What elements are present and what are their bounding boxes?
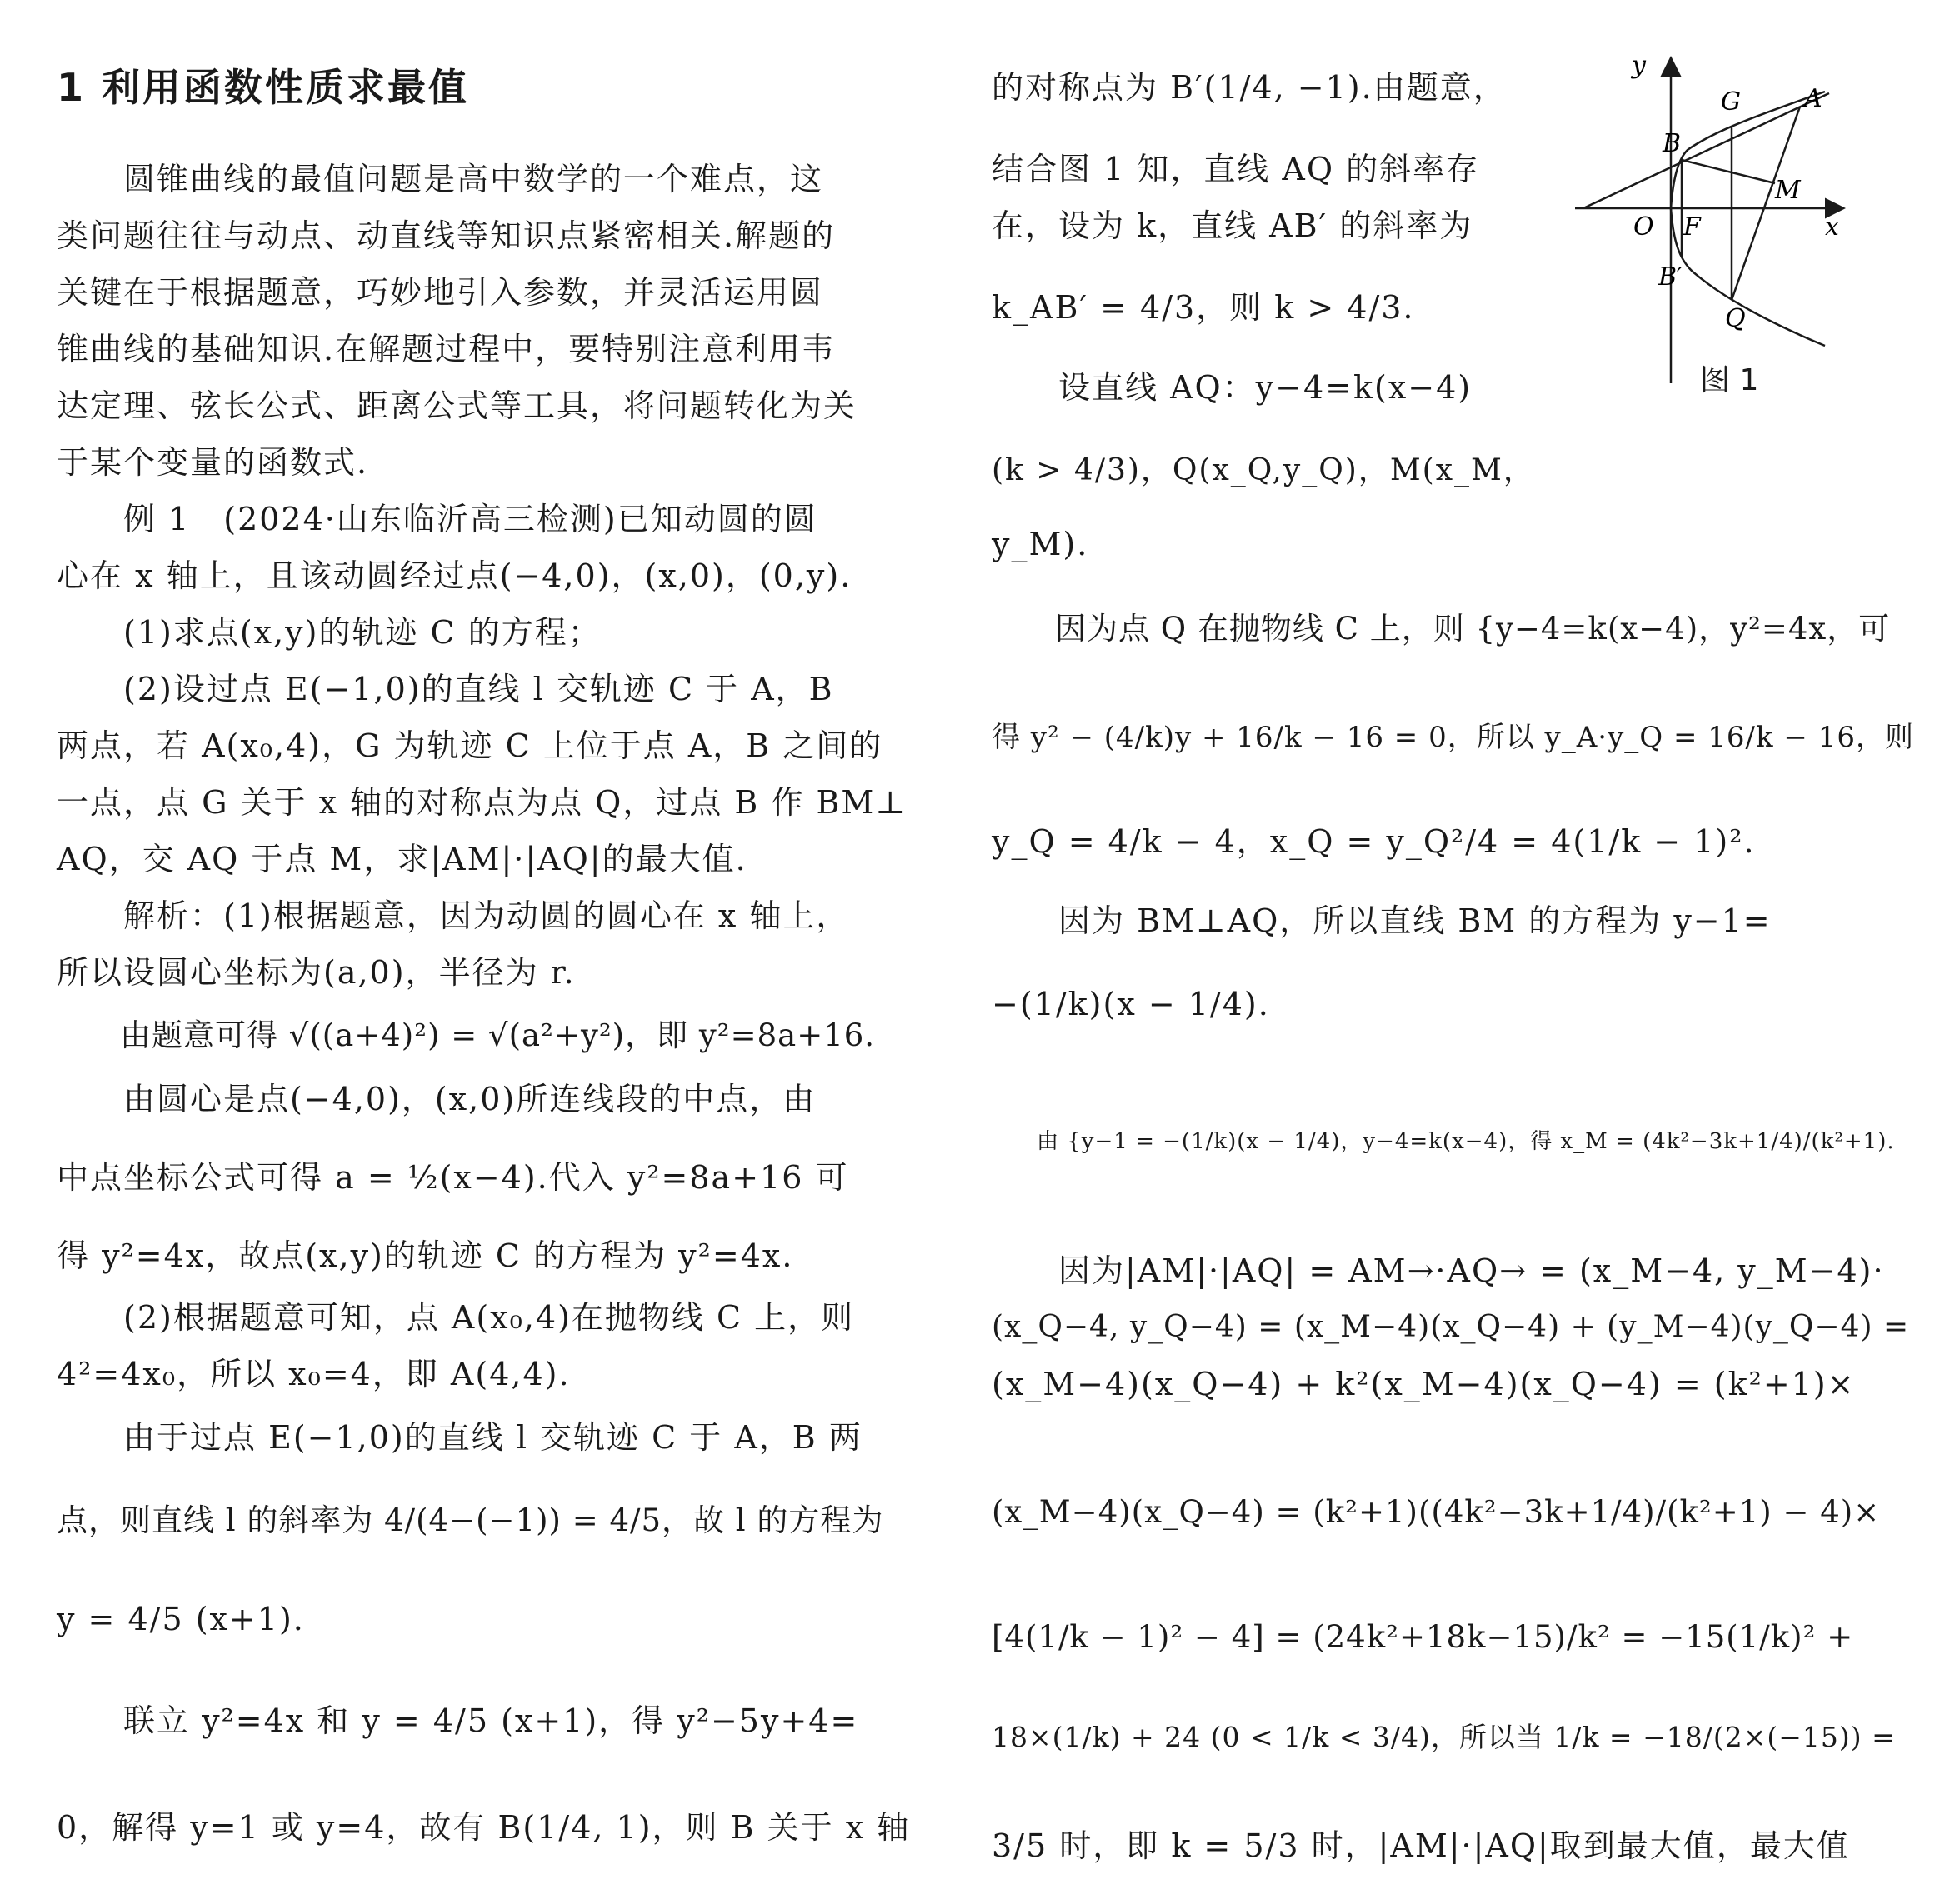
right-line: 3/5 时，即 k = 5/3 时，|AM|·|AQ|取到最大值，最大值 bbox=[992, 1827, 1850, 1864]
label-b: B bbox=[1662, 129, 1682, 158]
right-line: 得 y² − (4/k)y + 16/k − 16 = 0，所以 y_A·y_Q = 16/k − 16，则 bbox=[992, 721, 1914, 754]
label-y: y bbox=[1632, 51, 1646, 80]
left-line: 类问题往往与动点、动直线等知识点紧密相关.解题的 bbox=[57, 217, 836, 254]
left-line: 所以设圆心坐标为(a,0)，半径为 r. bbox=[57, 954, 576, 991]
left-line: 联立 y²=4x 和 y = 4/5 (x+1)，得 y²−5y+4= bbox=[57, 1702, 859, 1739]
right-line: 18×(1/k) + 24 (0 < 1/k < 3/4)，所以当 1/k = −18/(2×(−15)) = bbox=[992, 1721, 1896, 1753]
label-m: M bbox=[1775, 176, 1801, 205]
right-line: 因为|AM|·|AQ| = AM→·AQ→ = (x_M−4, y_M−4)· bbox=[992, 1252, 1885, 1289]
right-line: 由 {y−1 = −(1/k)(x − 1/4)，y−4=k(x−4)，得 x_M = (4k²−3k+1/4)/(k²+1). bbox=[992, 1129, 1895, 1154]
line-bm bbox=[1682, 160, 1775, 183]
right-line: 在，设为 k，直线 AB′ 的斜率为 bbox=[992, 207, 1473, 244]
parabola-upper bbox=[1671, 92, 1825, 208]
right-line: (x_M−4)(x_Q−4) + k²(x_M−4)(x_Q−4) = (k²+1)× bbox=[992, 1366, 1856, 1402]
left-line: 由圆心是点(−4,0)，(x,0)所连线段的中点，由 bbox=[57, 1081, 817, 1117]
right-line: 因为点 Q 在抛物线 C 上，则 {y−4=k(x−4)，y²=4x，可 bbox=[992, 611, 1891, 647]
left-line: 4²=4x₀，所以 x₀=4，即 A(4,4). bbox=[57, 1356, 571, 1392]
left-line: 解析：(1)根据题意，因为动圆的圆心在 x 轴上， bbox=[57, 897, 850, 934]
label-o: O bbox=[1633, 212, 1654, 242]
left-line: (2)设过点 E(−1,0)的直线 l 交轨迹 C 于 A，B bbox=[57, 671, 834, 707]
left-line: 两点，若 A(x₀,4)，G 为轨迹 C 上位于点 A，B 之间的 bbox=[57, 727, 883, 764]
label-a: A bbox=[1804, 84, 1822, 113]
right-line: [4(1/k − 1)² − 4] = (24k²+18k−15)/k² = −15(1/k)² + bbox=[992, 1619, 1854, 1655]
right-line: (x_M−4)(x_Q−4) = (k²+1)((4k²−3k+1/4)/(k²+1) − 4)× bbox=[992, 1494, 1881, 1530]
right-line: y_Q = 4/k − 4，x_Q = y_Q²/4 = 4(1/k − 1)². bbox=[992, 823, 1756, 860]
left-line: 由题意可得 √((a+4)²) = √(a²+y²)，即 y²=8a+16. bbox=[57, 1017, 876, 1053]
parabola-figure bbox=[1575, 50, 1850, 408]
left-line: 圆锥曲线的最值问题是高中数学的一个难点，这 bbox=[57, 161, 824, 197]
left-line: 一点，点 G 关于 x 轴的对称点为点 Q，过点 B 作 BM⊥ bbox=[57, 784, 908, 821]
right-line: (k > 4/3)，Q(x_Q,y_Q)，M(x_M， bbox=[992, 453, 1535, 487]
left-line: 点，则直线 l 的斜率为 4/(4−(−1)) = 4/5，故 l 的方程为 bbox=[57, 1502, 884, 1538]
right-line: (x_Q−4, y_Q−4) = (x_M−4)(x_Q−4) + (y_M−4)(y_Q−4) = bbox=[992, 1310, 1910, 1344]
right-line: 结合图 1 知，直线 AQ 的斜率存 bbox=[992, 151, 1480, 187]
left-line: 心在 x 轴上，且该动圆经过点(−4,0)，(x,0)，(0,y). bbox=[57, 557, 852, 594]
right-line: k_AB′ = 4/3，则 k > 4/3. bbox=[992, 289, 1415, 326]
left-line: 于某个变量的函数式. bbox=[57, 444, 369, 481]
left-line: 达定理、弦长公式、距离公式等工具，将问题转化为关 bbox=[57, 387, 858, 424]
left-line: 由于过点 E(−1,0)的直线 l 交轨迹 C 于 A，B 两 bbox=[57, 1419, 862, 1456]
left-line: 关键在于根据题意，巧妙地引入参数，并灵活运用圆 bbox=[57, 274, 824, 311]
right-line: 因为 BM⊥AQ，所以直线 BM 的方程为 y−1= bbox=[992, 902, 1772, 939]
figure-caption: 图 1 bbox=[1700, 363, 1759, 397]
left-line: 0，解得 y=1 或 y=4，故有 B(1/4, 1)，则 B 关于 x 轴 bbox=[57, 1809, 911, 1846]
label-q: Q bbox=[1725, 304, 1746, 333]
left-line: (2)根据题意可知，点 A(x₀,4)在抛物线 C 上，则 bbox=[57, 1299, 855, 1336]
label-x: x bbox=[1825, 212, 1839, 242]
label-g: G bbox=[1721, 87, 1741, 117]
left-line: AQ，交 AQ 于点 M，求|AM|·|AQ|的最大值. bbox=[57, 841, 748, 877]
left-line: y = 4/5 (x+1). bbox=[57, 1601, 305, 1637]
left-line: 中点坐标公式可得 a = ½(x−4).代入 y²=8a+16 可 bbox=[57, 1159, 849, 1196]
left-line: 例 1 (2024·山东临沂高三检测)已知动圆的圆 bbox=[57, 501, 818, 537]
right-line: y_M). bbox=[992, 526, 1089, 562]
section-heading: 1 利用函数性质求最值 bbox=[57, 65, 470, 110]
left-line: (1)求点(x,y)的轨迹 C 的方程； bbox=[57, 614, 602, 651]
right-line: −(1/k)(x − 1/4). bbox=[992, 986, 1270, 1022]
right-line: 的对称点为 B′(1/4, −1).由题意， bbox=[992, 69, 1507, 106]
label-bprime: B′ bbox=[1658, 262, 1682, 292]
left-line: 锥曲线的基础知识.在解题过程中，要特别注意利用韦 bbox=[57, 331, 836, 367]
label-f: F bbox=[1683, 212, 1701, 242]
right-line: 设直线 AQ：y−4=k(x−4) bbox=[992, 369, 1472, 406]
left-line: 得 y²=4x，故点(x,y)的轨迹 C 的方程为 y²=4x. bbox=[57, 1237, 794, 1274]
